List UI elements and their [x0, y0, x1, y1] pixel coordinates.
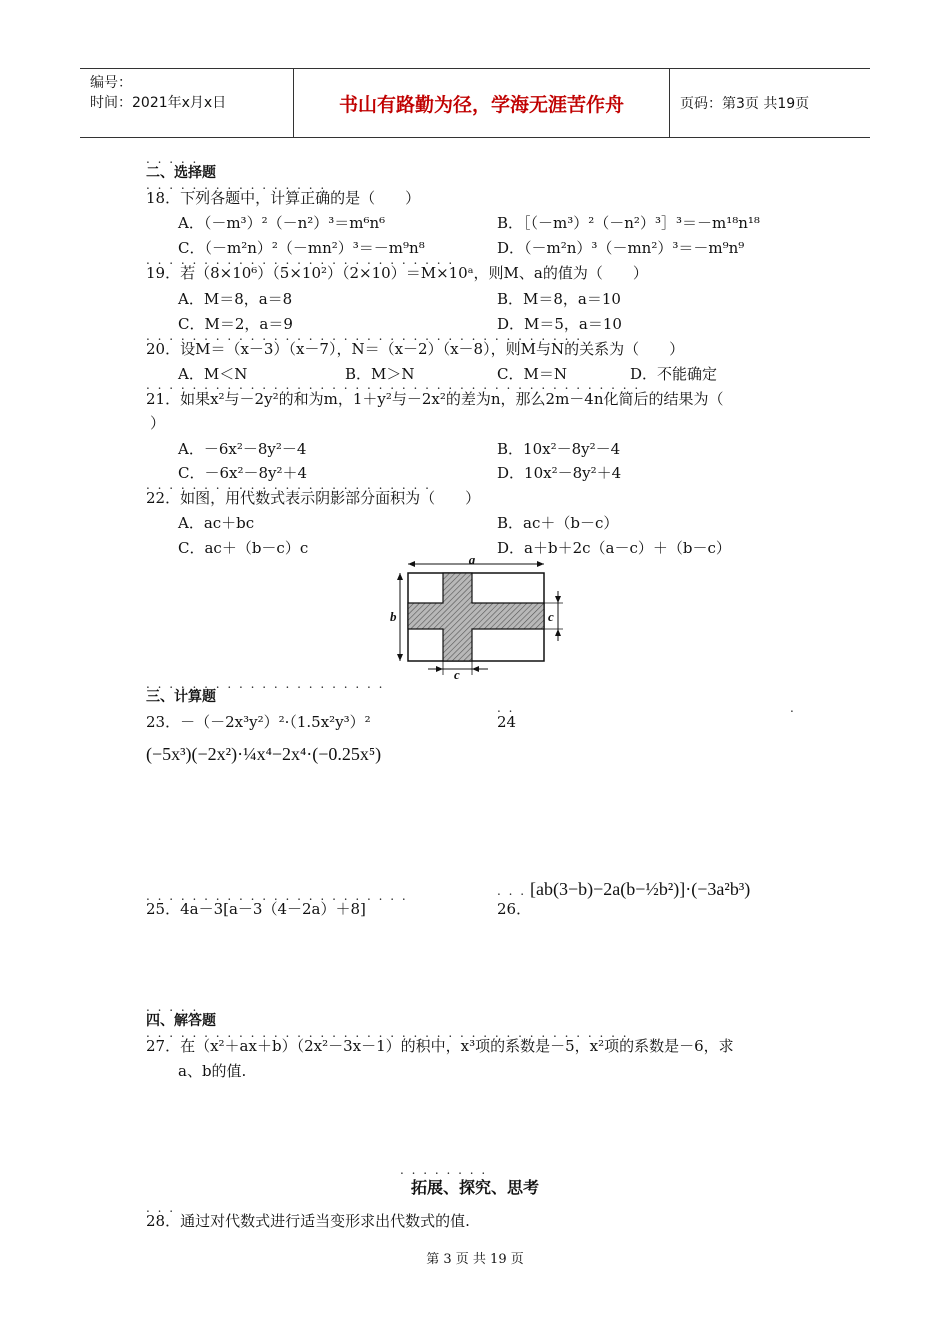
section-choice: 二、选择题	[146, 165, 216, 181]
fig-label-c-bottom: c	[454, 667, 460, 681]
q20-option-d: D．不能确定	[630, 365, 718, 383]
q19-option-d: D．M＝5，a＝10	[497, 315, 622, 333]
emphasis-dots: . . . . . . . . . . . . . . . . . . . . . . .	[146, 889, 408, 903]
time-label: 时间：2021年x月x日	[90, 95, 227, 111]
q22-option-d: D．a＋b＋2c（a－c）＋（b－c）	[497, 539, 731, 557]
emphasis-dots: . . . . . . . . . . . . . . . . . . . . . . . . . . .	[146, 253, 455, 267]
q22-stem: 22．如图，用代数式表示阴影部分面积为（ ）	[146, 489, 481, 507]
section-calc: 三、计算题	[146, 689, 216, 705]
q20-option-a: A．M＜N	[178, 365, 248, 383]
q18-stem: 18．下列各题中，计算正确的是（ ）	[146, 189, 421, 207]
q19-stem: 19．若（8×10⁶）（5×10²）（2×10）＝M×10ᵃ，则M、a的值为（ ）	[146, 264, 648, 282]
emphasis-dots: . .	[497, 701, 515, 715]
q20-stem: 20．设M＝（x－3）（x－7），N＝（x－2）（x－8），则M与N的关系为（ ）	[146, 340, 685, 358]
emphasis-dots: . . . . . . . . . . . . . . . .	[146, 178, 327, 192]
header-meta	[80, 69, 294, 137]
q19-option-b: B．M＝8，a＝10	[497, 290, 621, 308]
fig-label-a: a	[468, 555, 476, 567]
q21-option-b: B．10x²－8y²－4	[497, 440, 621, 458]
q23-expr: 23．－（－2x³y²）²·（1.5x²y³）²	[146, 713, 371, 731]
q20-option-b: B．M＞N	[345, 365, 415, 383]
q18-option-a: A．（－m³）²（－n²）³＝m⁶n⁶	[178, 214, 386, 232]
q26-expr: [ab(3−b)−2a(b−½b²)]·(−3a²b³)	[530, 879, 751, 899]
q21-stem: 21．如果x²与－2y²的和为m，1＋y²与－2x²的差为n，那么2m－4n化简后的结果为（	[146, 390, 724, 408]
number-label: 编号：	[90, 75, 132, 91]
emphasis-dots: . . . . . . . .	[400, 1163, 488, 1177]
section-answer: 四、解答题	[146, 1013, 216, 1029]
q22-option-b: B．ac＋（b－c）	[497, 514, 619, 532]
q25-expr: 25．4a－3[a－3（4－2a）＋8]	[146, 900, 366, 918]
page-header	[80, 68, 870, 138]
q28-text: 28．通过对代数式进行适当变形求出代数式的值.	[146, 1212, 470, 1230]
emphasis-dots: . . . . . . . . . . . . . . . . . . . . . . . . .	[146, 478, 431, 492]
fig-label-c-right: c	[548, 609, 554, 624]
q21-option-d: D．10x²－8y²＋4	[497, 464, 622, 482]
q27-line1: 27．在（x²＋ax＋b）（2x²－3x－1）的积中，x³项的系数是－5，x²项的系数是－6，求	[146, 1037, 734, 1055]
q18-option-b: B．［（－m³）²（－n²）³］³＝－m¹⁸n¹⁸	[497, 214, 760, 232]
emphasis-dots: . . . . .	[146, 152, 199, 166]
q18-option-d: D．（－m²n）³（－mn²）³＝－m⁹n⁹	[497, 239, 745, 257]
q18-option-c: C．（－m²n）²（－mn²）³＝－m⁹n⁸	[178, 239, 425, 257]
q22-option-c: C．ac＋（b－c）c	[178, 539, 309, 557]
emphasis-dots: . . . . . . . . . . . . . . . . . . . . . . . . . . . . . . . . . . . . . . . . . .	[146, 1026, 629, 1040]
emphasis-dots: . . . . . . . . . . . . . . . . . . . . .	[146, 677, 385, 691]
q22-option-a: A．ac＋bc	[178, 514, 255, 532]
emphasis-dots: .	[790, 701, 796, 715]
q24-number: 24	[497, 713, 517, 731]
extension-title: 拓展、探究、思考	[410, 1178, 539, 1197]
motto: 书山有路勤为径，学海无涯苦作舟	[294, 69, 670, 137]
q19-option-c: C．M＝2，a＝9	[178, 315, 293, 333]
q24-expr: (−5x³)(−2x²)·¼x⁴−2x⁴·(−0.25x⁵)	[146, 744, 382, 764]
emphasis-dots: . . . . . . . . . . . . . . . . . . . . . . . . . . . . . . . . . . . . . . . . . . .	[146, 378, 641, 392]
emphasis-dots: . . .	[146, 1201, 176, 1215]
page-info: 页码：第3页 共19页	[680, 96, 810, 112]
q21-option-a: A．－6x²－8y²－4	[178, 440, 307, 458]
q20-option-c: C．M＝N	[497, 365, 567, 383]
fig-label-b: b	[390, 609, 397, 624]
emphasis-dots: . . .	[497, 884, 527, 898]
q27-line2: a、b的值.	[178, 1062, 247, 1080]
emphasis-dots: . . . . .	[146, 1000, 199, 1014]
cross-shaded-figure	[388, 555, 568, 681]
q19-option-a: A．M＝8，a＝8	[178, 290, 293, 308]
emphasis-dots: . . . . . . . . . . . . . . . . . . . . . . . . . . . . . . . . . . . . . .	[146, 329, 583, 343]
q21-option-c: C．－6x²－8y²＋4	[178, 464, 308, 482]
page-footer: 第 3 页 共 19 页	[426, 1252, 524, 1267]
q21-stem-end: ）	[150, 414, 166, 432]
q26-number: 26．	[497, 900, 532, 918]
